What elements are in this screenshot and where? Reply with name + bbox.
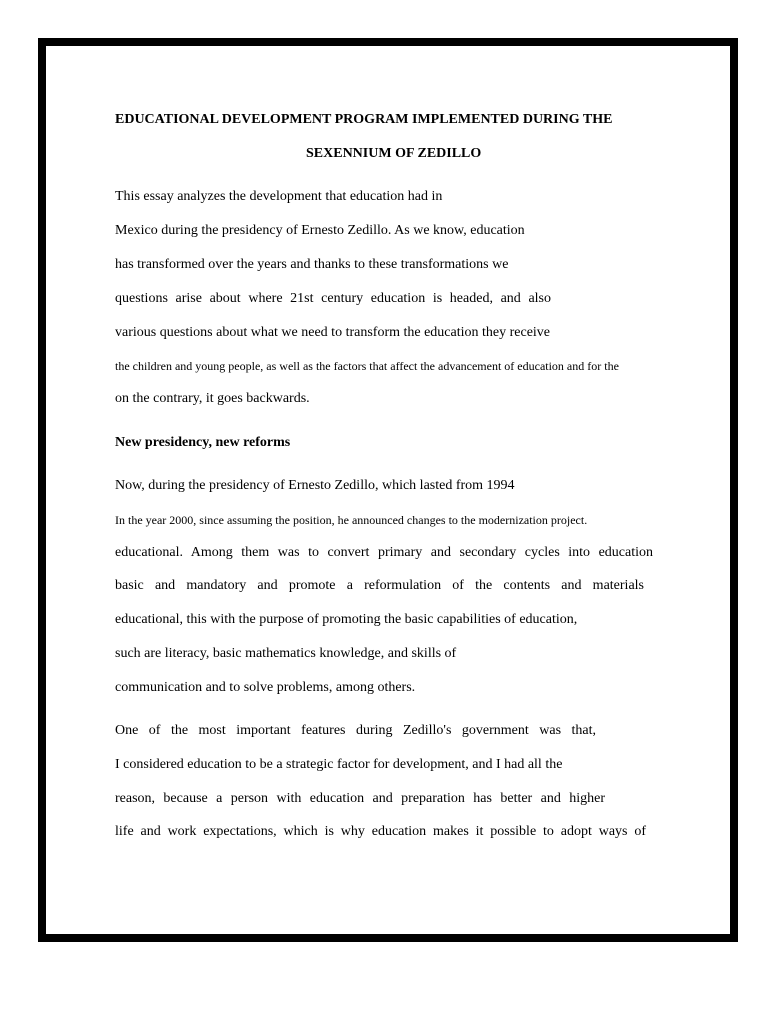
paragraph-line: I considered education to be a strategic factor for development, and I had all the <box>115 757 563 772</box>
paragraph-line: In the year 2000, since assuming the position, he announced changes to the modernization project. <box>115 513 588 527</box>
paragraph-line: One of the most important features during Zedillo's government was that, <box>115 723 596 738</box>
paragraph-line: reason, because a person with education and preparation has better and higher <box>115 791 605 806</box>
paragraph-line: educational. Among them was to convert primary and secondary cycles into education <box>115 545 653 560</box>
intro-line: questions arise about where 21st century education is headed, and also <box>115 291 551 306</box>
paragraph-line: Now, during the presidency of Ernesto Zedillo, which lasted from 1994 <box>115 478 515 493</box>
section-heading: New presidency, new reforms <box>115 435 291 450</box>
paragraph-line: educational, this with the purpose of promoting the basic capabilities of education, <box>115 612 578 627</box>
paragraph-line: life and work expectations, which is why education makes it possible to adopt ways of <box>115 824 646 839</box>
intro-line: Mexico during the presidency of Ernesto Zedillo. As we know, education <box>115 223 525 238</box>
intro-line: the children and young people, as well as the factors that affect the advancement of education and for the <box>115 359 619 373</box>
intro-line: This essay analyzes the development that education had in <box>115 189 443 204</box>
paragraph-line: such are literacy, basic mathematics knowledge, and skills of <box>115 646 457 661</box>
intro-line: has transformed over the years and thanks to these transformations we <box>115 257 509 272</box>
document-title-line-1: EDUCATIONAL DEVELOPMENT PROGRAM IMPLEMENTED DURING THE <box>115 112 613 127</box>
intro-line: various questions about what we need to transform the education they receive <box>115 325 551 340</box>
paragraph-line: communication and to solve problems, among others. <box>115 680 416 695</box>
paragraph-line: basic and mandatory and promote a reformulation of the contents and materials <box>115 578 644 593</box>
document-title-line-2: SEXENNIUM OF ZEDILLO <box>306 146 482 161</box>
intro-line: on the contrary, it goes backwards. <box>115 391 310 406</box>
